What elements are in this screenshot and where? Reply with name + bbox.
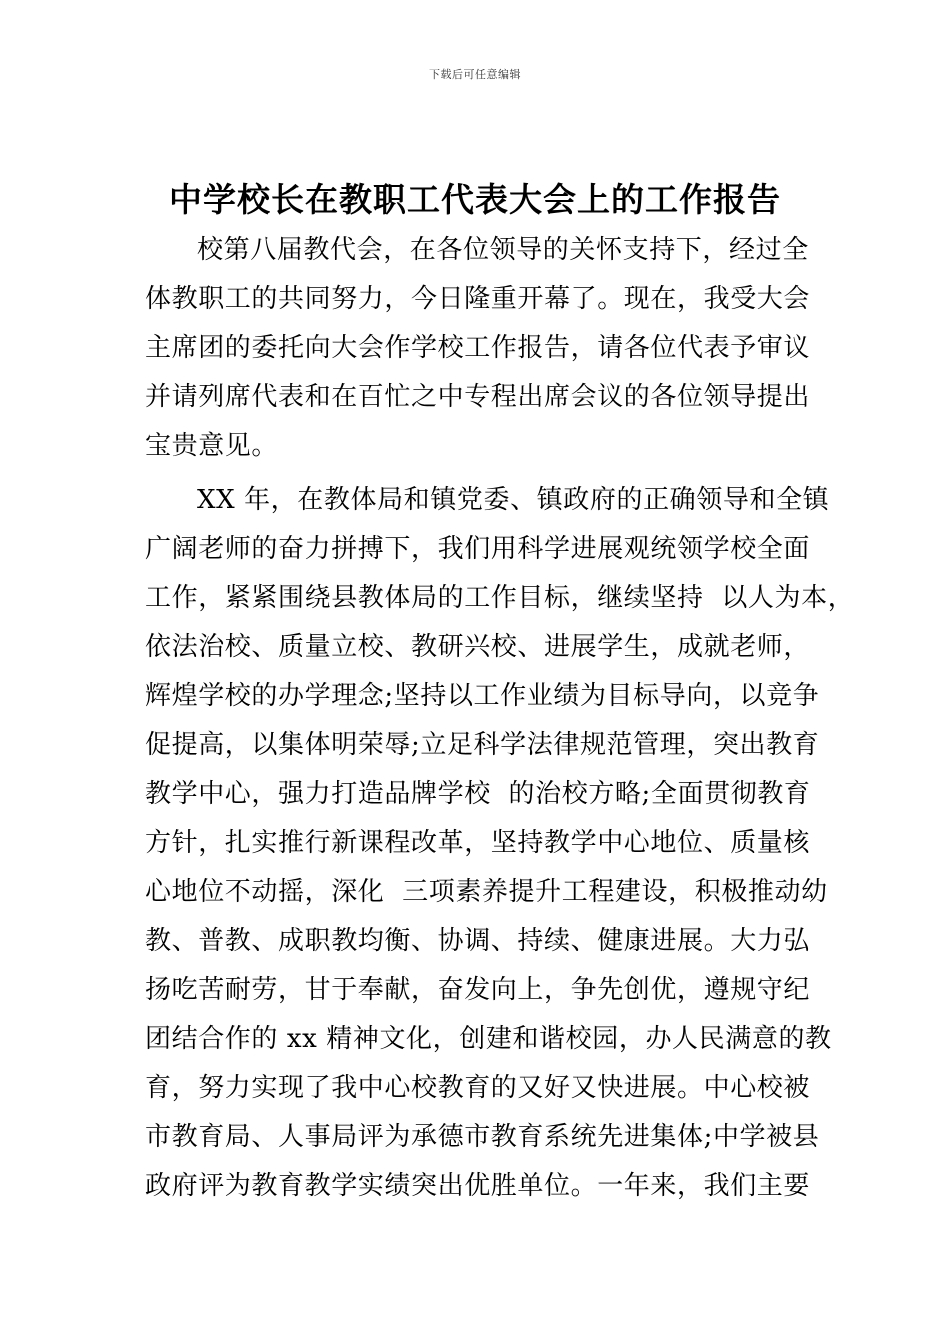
paragraph-2-line-1: XX 年，在教体局和镇党委、镇政府的正确领导和全镇 bbox=[197, 485, 830, 515]
paragraph-2-line-10: 教、普教、成职教均衡、协调、持续、健康进展。大力弘 bbox=[145, 926, 811, 956]
paragraph-1-line-2: 体教职工的共同努力，今日隆重开幕了。现在，我受大会 bbox=[145, 284, 811, 314]
document-title: 中学校长在教职工代表大会上的工作报告 bbox=[169, 180, 781, 219]
paragraph-2-line-3: 工作，紧紧围绕县教体局的工作目标，继续坚持 以人为本， bbox=[145, 583, 855, 613]
paragraph-2-line-13: 育，努力实现了我中心校教育的又好又快进展。中心校被 bbox=[145, 1073, 811, 1103]
paragraph-2-line-4: 依法治校、质量立校、教研兴校、进展学生，成就老师， bbox=[145, 632, 811, 662]
paragraph-2-line-15: 政府评为教育教学实绩突出优胜单位。一年来，我们主要 bbox=[145, 1171, 811, 1201]
header-note: 下载后可任意编辑 bbox=[429, 68, 521, 81]
paragraph-2-line-11: 扬吃苦耐劳，甘于奉献，奋发向上，争先创优，遵规守纪 bbox=[145, 975, 811, 1005]
paragraph-1-line-3: 主席团的委托向大会作学校工作报告，请各位代表予审议 bbox=[145, 333, 811, 363]
paragraph-2-line-14: 市教育局、人事局评为承德市教育系统先进集体;中学被县 bbox=[145, 1122, 820, 1152]
paragraph-2-line-7: 教学中心，强力打造品牌学校 的治校方略;全面贯彻教育 bbox=[145, 779, 811, 809]
paragraph-1-line-5: 宝贵意见。 bbox=[145, 431, 279, 461]
paragraph-2-line-2: 广阔老师的奋力拼搏下，我们用科学进展观统领学校全面 bbox=[145, 534, 811, 564]
paragraph-2-line-5: 辉煌学校的办学理念;坚持以工作业绩为目标导向，以竞争 bbox=[145, 681, 820, 711]
paragraph-2-line-9: 心地位不动摇，深化 三项素养提升工程建设，积极推动幼 bbox=[145, 877, 828, 907]
paragraph-1-line-4: 并请列席代表和在百忙之中专程出席会议的各位领导提出 bbox=[145, 382, 811, 412]
paragraph-2-line-12: 团结合作的 xx 精神文化，创建和谐校园，办人民满意的教 bbox=[145, 1024, 832, 1054]
paragraph-1-line-1: 校第八届教代会，在各位领导的关怀支持下，经过全 bbox=[197, 235, 809, 265]
paragraph-2-line-8: 方针，扎实推行新课程改革，坚持教学中心地位、质量核 bbox=[145, 828, 811, 858]
paragraph-2-line-6: 促提高，以集体明荣辱;立足科学法律规范管理，突出教育 bbox=[145, 730, 820, 760]
